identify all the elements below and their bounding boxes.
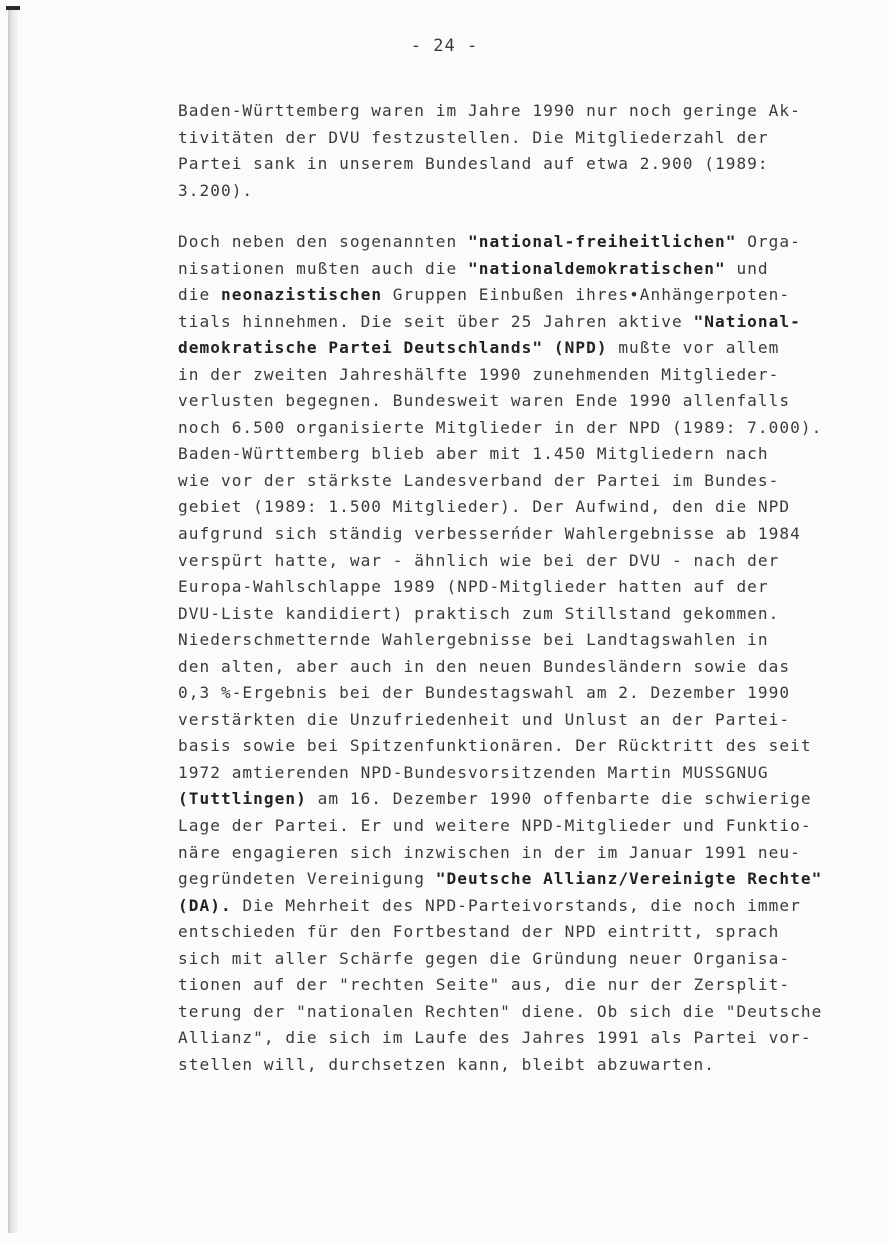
text-segment: terung der "nationalen Rechten" diene. Ob sich die "Deutsche bbox=[178, 1001, 823, 1021]
text-line bbox=[178, 1025, 822, 1052]
text-line bbox=[178, 178, 801, 205]
text-line bbox=[178, 654, 822, 681]
text-segment: 1972 amtierenden NPD-Bundesvorsitzenden Martin MUSSGNUG bbox=[178, 762, 769, 782]
text-segment: nisationen mußten auch die bbox=[178, 258, 468, 278]
text-line bbox=[178, 919, 822, 946]
text-line bbox=[178, 494, 822, 521]
text-segment: Baden-Württemberg waren im Jahre 1990 nur noch geringe Ak- bbox=[178, 101, 801, 120]
bold-text-segment: "nationaldemokratischen" bbox=[467, 258, 726, 278]
text-segment: Allianz", die sich im Laufe des Jahres 1991 als Partei vor- bbox=[178, 1028, 812, 1048]
text-segment: wie vor der stärkste Landesverband der Partei im Bundes- bbox=[178, 470, 780, 490]
text-line bbox=[178, 388, 822, 415]
text-segment: gebiet (1989: 1.500 Mitglieder). Der Aufwind, den die NPD bbox=[178, 497, 791, 517]
bold-text-segment: "Deutsche Allianz/Vereinigte Rechte" bbox=[435, 869, 823, 889]
bold-text-segment: (DA). bbox=[178, 895, 232, 915]
text-line bbox=[178, 893, 822, 920]
text-segment: verlusten begegnen. Bundesweit waren Ende 1990 allenfalls bbox=[178, 391, 791, 411]
text-line bbox=[178, 627, 822, 654]
text-line bbox=[178, 840, 822, 867]
text-segment: in der zweiten Jahreshälfte 1990 zunehmenden Mitglieder- bbox=[178, 364, 780, 384]
text-line bbox=[178, 256, 822, 283]
text-segment: die bbox=[178, 285, 221, 305]
scan-binding-shadow bbox=[8, 8, 18, 1233]
text-segment: Die Mehrheit des NPD-Parteivorstands, die noch immer bbox=[231, 895, 801, 915]
text-line bbox=[178, 601, 822, 628]
text-line bbox=[178, 309, 822, 336]
text-line bbox=[178, 521, 822, 548]
text-segment: verstärkten die Unzufriedenheit und Unlust an der Partei- bbox=[178, 709, 791, 729]
text-segment: 3.200). bbox=[178, 180, 254, 200]
text-line bbox=[178, 98, 801, 125]
text-line bbox=[178, 441, 822, 468]
bold-text-segment: "national-freiheitlichen" bbox=[467, 232, 737, 251]
bold-text-segment: (Tuttlingen) bbox=[178, 789, 307, 809]
text-line bbox=[178, 866, 822, 893]
text-segment: DVU-Liste kandidiert) praktisch zum Stillstand gekommen. bbox=[178, 603, 780, 623]
text-line bbox=[178, 335, 822, 362]
text-segment: tionen auf der "rechten Seite" aus, die nur der Zersplit- bbox=[178, 975, 791, 995]
text-segment: den alten, aber auch in den neuen Bundesländern sowie das bbox=[178, 656, 791, 676]
text-line bbox=[178, 362, 822, 389]
text-segment: stellen will, durchsetzen kann, bleibt abzuwarten. bbox=[178, 1054, 715, 1074]
text-line bbox=[178, 760, 822, 787]
text-segment: sich mit aller Schärfe gegen die Gründung neuer Organisa- bbox=[178, 948, 791, 968]
scan-corner-mark bbox=[6, 6, 20, 10]
text-segment: basis sowie bei Spitzenfunktionären. Der Rücktritt des seit bbox=[178, 736, 812, 756]
text-line bbox=[178, 151, 801, 178]
text-segment: tials hinnehmen. Die seit über 25 Jahren aktive bbox=[178, 311, 694, 331]
bold-text-segment: demokratische Partei Deutschlands" (NPD) bbox=[178, 338, 608, 358]
text-line bbox=[178, 733, 822, 760]
text-segment: Lage der Partei. Er und weitere NPD-Mitglieder und Funktio- bbox=[178, 816, 812, 836]
paragraph-npd-decline bbox=[178, 229, 822, 1079]
text-line bbox=[178, 1052, 822, 1079]
text-line bbox=[178, 972, 822, 999]
text-segment: Baden-Württemberg blieb aber mit 1.450 Mitgliedern nach bbox=[178, 444, 769, 464]
paragraph-dvu-membership bbox=[178, 98, 801, 204]
text-line bbox=[178, 229, 822, 256]
text-segment: Doch neben den sogenannten bbox=[178, 232, 468, 251]
text-segment: näre engagieren sich inzwischen in der im Januar 1991 neu- bbox=[178, 842, 801, 862]
text-segment: Orga- bbox=[736, 232, 801, 251]
text-segment: aufgrund sich ständig verbesserńder Wahlergebnisse ab 1984 bbox=[178, 524, 801, 544]
text-line bbox=[178, 786, 822, 813]
text-line bbox=[178, 548, 822, 575]
text-segment: Gruppen Einbußen ihres•Anhängerpoten- bbox=[382, 285, 791, 305]
bold-text-segment: "National- bbox=[693, 311, 801, 331]
text-line bbox=[178, 680, 822, 707]
page-number: - 24 - bbox=[410, 36, 479, 56]
text-line bbox=[178, 468, 822, 495]
text-line bbox=[178, 813, 822, 840]
text-segment: am 16. Dezember 1990 offenbarte die schwierige bbox=[306, 789, 812, 809]
text-segment: Niederschmetternde Wahlergebnisse bei Landtagswahlen in bbox=[178, 630, 769, 650]
text-line bbox=[178, 946, 822, 973]
text-segment: tivitäten der DVU festzustellen. Die Mitgliederzahl der bbox=[178, 127, 769, 147]
text-segment: 0,3 %-Ergebnis bei der Bundestagswahl am 2. Dezember 1990 bbox=[178, 683, 791, 703]
bold-text-segment: neonazistischen bbox=[220, 285, 383, 305]
text-line bbox=[178, 707, 822, 734]
text-line bbox=[178, 574, 822, 601]
text-line bbox=[178, 125, 801, 152]
text-line bbox=[178, 999, 822, 1026]
text-segment: gegründeten Vereinigung bbox=[178, 869, 436, 889]
text-segment: noch 6.500 organisierte Mitglieder in der NPD (1989: 7.000). bbox=[178, 417, 823, 437]
text-segment: mußte vor allem bbox=[607, 338, 780, 358]
text-segment: und bbox=[725, 258, 769, 278]
text-segment: entschieden für den Fortbestand der NPD eintritt, sprach bbox=[178, 922, 780, 942]
text-segment: Europa-Wahlschlappe 1989 (NPD-Mitglieder hatten auf der bbox=[178, 577, 769, 597]
text-line bbox=[178, 282, 822, 309]
text-segment: Partei sank in unserem Bundesland auf etwa 2.900 (1989: bbox=[178, 154, 769, 174]
text-line bbox=[178, 415, 822, 442]
text-segment: verspürt hatte, war - ähnlich wie bei der DVU - nach der bbox=[178, 550, 780, 570]
